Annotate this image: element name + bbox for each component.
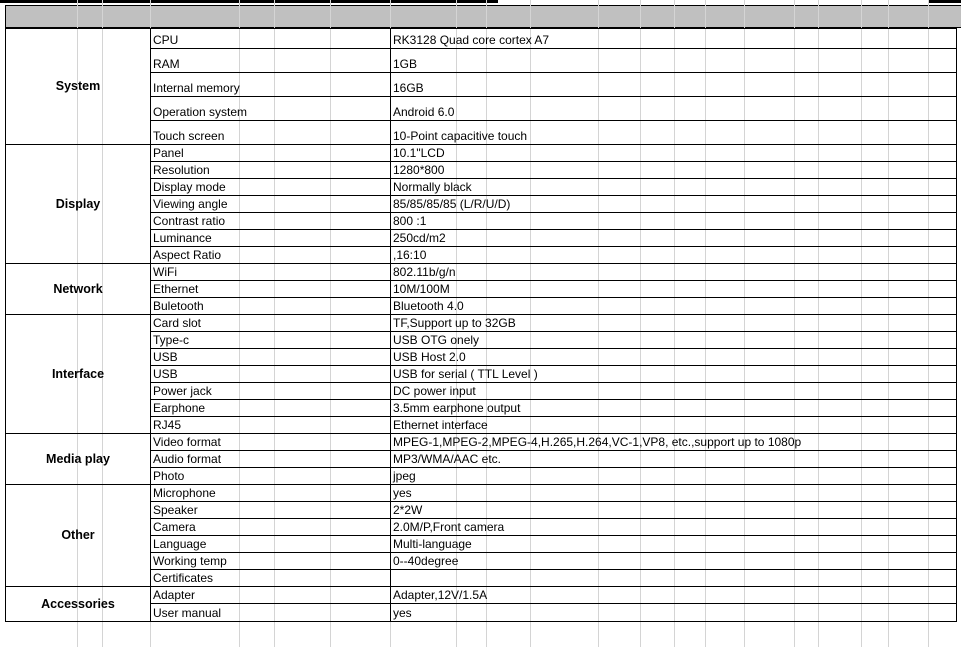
- param-cell[interactable]: Photo: [151, 468, 391, 485]
- value-cell[interactable]: [391, 570, 957, 587]
- param-cell[interactable]: USB: [151, 366, 391, 383]
- value-cell[interactable]: Adapter,12V/1.5A: [391, 587, 957, 604]
- table-row: [6, 29, 957, 49]
- table-row: [6, 485, 957, 502]
- param-cell[interactable]: WiFi: [151, 264, 391, 281]
- category-display: Display: [6, 145, 151, 264]
- value-cell[interactable]: 250cd/m2: [391, 230, 957, 247]
- param-cell[interactable]: Earphone: [151, 400, 391, 417]
- value-cell[interactable]: yes: [391, 604, 957, 622]
- param-cell[interactable]: Resolution: [151, 162, 391, 179]
- param-cell[interactable]: Luminance: [151, 230, 391, 247]
- value-cell[interactable]: Normally black: [391, 179, 957, 196]
- category-network: Network: [6, 264, 151, 315]
- value-cell[interactable]: 85/85/85/85 (L/R/U/D): [391, 196, 957, 213]
- value-cell[interactable]: ,16:10: [391, 247, 957, 264]
- value-cell[interactable]: 0--40degree: [391, 553, 957, 570]
- param-cell[interactable]: Video format: [151, 434, 391, 451]
- param-cell[interactable]: Audio format: [151, 451, 391, 468]
- param-cell[interactable]: Touch screen: [151, 121, 391, 145]
- value-cell[interactable]: 802.11b/g/n: [391, 264, 957, 281]
- value-cell[interactable]: 2.0M/P,Front camera: [391, 519, 957, 536]
- value-cell[interactable]: DC power input: [391, 383, 957, 400]
- value-cell[interactable]: TF,Support up to 32GB: [391, 315, 957, 332]
- param-cell[interactable]: Card slot: [151, 315, 391, 332]
- param-cell[interactable]: Type-c: [151, 332, 391, 349]
- value-cell[interactable]: 1GB: [391, 49, 957, 73]
- param-cell[interactable]: Panel: [151, 145, 391, 162]
- value-cell[interactable]: jpeg: [391, 468, 957, 485]
- table-row: [6, 315, 957, 332]
- value-cell[interactable]: 10.1"LCD: [391, 145, 957, 162]
- spec-table: [5, 28, 957, 622]
- param-cell[interactable]: Speaker: [151, 502, 391, 519]
- value-cell[interactable]: 800 :1: [391, 213, 957, 230]
- param-cell[interactable]: Aspect Ratio: [151, 247, 391, 264]
- value-cell[interactable]: Android 6.0: [391, 97, 957, 121]
- value-cell[interactable]: 3.5mm earphone output: [391, 400, 957, 417]
- value-cell[interactable]: yes: [391, 485, 957, 502]
- param-cell[interactable]: Adapter: [151, 587, 391, 604]
- param-cell[interactable]: USB: [151, 349, 391, 366]
- param-cell[interactable]: Viewing angle: [151, 196, 391, 213]
- table-row: [6, 264, 957, 281]
- param-cell[interactable]: RAM: [151, 49, 391, 73]
- value-cell[interactable]: Ethernet interface: [391, 417, 957, 434]
- param-cell[interactable]: Power jack: [151, 383, 391, 400]
- category-media-play: Media play: [6, 434, 151, 485]
- param-cell[interactable]: Language: [151, 536, 391, 553]
- value-cell[interactable]: RK3128 Quad core cortex A7: [391, 29, 957, 49]
- category-other: Other: [6, 485, 151, 587]
- table-row: [6, 145, 957, 162]
- table-row: [6, 587, 957, 604]
- param-cell[interactable]: Internal memory: [151, 73, 391, 97]
- value-cell[interactable]: 10M/100M: [391, 281, 957, 298]
- param-cell[interactable]: Operation system: [151, 97, 391, 121]
- value-cell[interactable]: 16GB: [391, 73, 957, 97]
- top-border-line-right: [928, 0, 961, 3]
- param-cell[interactable]: Working temp: [151, 553, 391, 570]
- table-row: [6, 434, 957, 451]
- param-cell[interactable]: Camera: [151, 519, 391, 536]
- value-cell[interactable]: USB OTG onely: [391, 332, 957, 349]
- value-cell[interactable]: 10-Point capacitive touch: [391, 121, 957, 145]
- param-cell[interactable]: Certificates: [151, 570, 391, 587]
- value-cell[interactable]: MPEG-1,MPEG-2,MPEG-4,H.265,H.264,VC-1,VP8, etc.,support up to 1080p: [391, 434, 957, 451]
- value-cell[interactable]: 1280*800: [391, 162, 957, 179]
- param-cell[interactable]: Buletooth: [151, 298, 391, 315]
- value-cell[interactable]: 2*2W: [391, 502, 957, 519]
- param-cell[interactable]: Ethernet: [151, 281, 391, 298]
- value-cell[interactable]: Multi-language: [391, 536, 957, 553]
- category-accessories: Accessories: [6, 587, 151, 622]
- top-border-line: [0, 0, 498, 3]
- param-cell[interactable]: User manual: [151, 604, 391, 622]
- value-cell[interactable]: USB for serial ( TTL Level ): [391, 366, 957, 383]
- category-interface: Interface: [6, 315, 151, 434]
- param-cell[interactable]: Microphone: [151, 485, 391, 502]
- param-cell[interactable]: Contrast ratio: [151, 213, 391, 230]
- param-cell[interactable]: RJ45: [151, 417, 391, 434]
- param-cell[interactable]: CPU: [151, 29, 391, 49]
- category-system: System: [6, 29, 151, 145]
- value-cell[interactable]: Bluetooth 4.0: [391, 298, 957, 315]
- value-cell[interactable]: MP3/WMA/AAC etc.: [391, 451, 957, 468]
- value-cell[interactable]: USB Host 2.0: [391, 349, 957, 366]
- param-cell[interactable]: Display mode: [151, 179, 391, 196]
